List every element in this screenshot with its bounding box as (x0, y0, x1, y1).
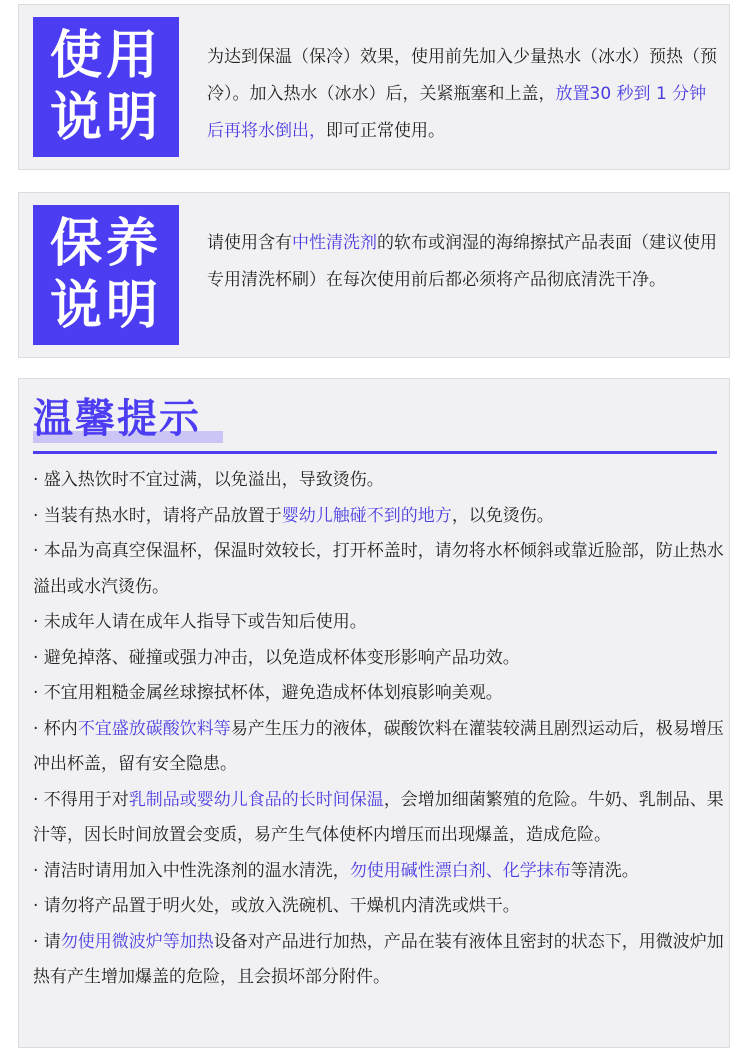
text-segment: 为达到保温（保冷）效果，使用前先加入少量热水（冰水）预热（预冷）。加入热水（冰水）后，关紧瓶塞和上盖， (207, 47, 717, 104)
text-segment: 易产生压力的液体，碳酸饮料在灌装较满且剧烈运动后，极易增压冲出杯盖，留有安全隐患。 (33, 718, 724, 774)
tips-panel (18, 378, 730, 1048)
list-item (33, 712, 729, 783)
text-segment: · 杯内 (33, 718, 78, 739)
tips-title: 温馨提示 (33, 396, 201, 442)
text-segment: · 未成年人请在成年人指导下或告知后使用。 (33, 612, 367, 632)
highlight-text: 婴幼儿触碰不到的地方 (281, 505, 452, 526)
divider (33, 451, 717, 454)
text-segment: 即可正常使用。 (326, 121, 445, 141)
text-segment: 请使用含有 (207, 233, 292, 253)
text-segment: ，会增加细菌繁殖的危险。牛奶、乳制品、果汁等，因长时间放置会变质，易产生气体使杯内增压而出现爆盖，造成危险。 (33, 789, 724, 845)
list-item (33, 889, 729, 925)
badge-line: 说明 (49, 276, 162, 336)
list-item (33, 605, 729, 641)
list-item (33, 641, 729, 677)
care-badge (33, 205, 179, 345)
text-segment: 等清洗。 (570, 860, 639, 881)
text-segment: · 清洁时请用加入中性洗涤剂的温水清洗， (33, 860, 350, 881)
care-panel (18, 192, 730, 358)
text-segment: · 本品为高真空保温杯，保温时效较长，打开杯盖时，请勿将水杯倾斜或靠近脸部，防止热水溢出或水汽烫伤。 (33, 541, 724, 597)
usage-badge (33, 17, 179, 157)
highlight-text: 不宜盛放碳酸饮料等 (77, 718, 231, 739)
highlight-text: 乳制品或婴幼儿食品的长时间保温 (128, 789, 384, 810)
badge-line: 保养 (49, 214, 162, 274)
highlight-text: 勿使用碱性漂白剂、化学抹布 (349, 860, 571, 881)
list-item (33, 499, 729, 535)
text-segment: · 请 (33, 931, 61, 952)
care-text (207, 225, 719, 299)
text-segment: · 不得用于对 (33, 789, 129, 810)
text-segment: 的软布或润湿的海绵擦拭产品表面（建议使用专用清洗杯刷）在每次使用前后都必须将产品彻底清洗干净。 (207, 233, 717, 290)
list-item (33, 925, 729, 996)
highlight-text: 中性清洗剂 (292, 233, 377, 253)
badge-line: 使用 (49, 26, 162, 86)
text-segment: 设备对产品进行加热，产品在装有液体且密封的状态下，用微波炉加热有产生增加爆盖的危险，且会损坏部分附件。 (33, 931, 724, 987)
list-item (33, 783, 729, 854)
list-item (33, 534, 729, 605)
usage-panel (18, 4, 730, 170)
list-item (33, 463, 729, 499)
list-item (33, 854, 729, 890)
text-segment: · 不宜用粗糙金属丝球擦拭杯体，避免造成杯体划痕影响美观。 (33, 683, 503, 703)
tips-list (33, 463, 729, 996)
usage-text (207, 39, 719, 150)
text-segment: · 请勿将产品置于明火处，或放入洗碗机、干燥机内清洗或烘干。 (33, 896, 520, 916)
text-segment: · 当装有热水时，请将产品放置于 (33, 505, 282, 526)
highlight-text: 放置30 秒到 1 分钟后再将水倒出， (207, 84, 707, 141)
list-item (33, 676, 729, 712)
badge-line: 说明 (49, 88, 162, 148)
highlight-text: 勿使用微波炉等加热 (60, 931, 214, 952)
text-segment: · 避免掉落、碰撞或强力冲击，以免造成杯体变形影响产品功效。 (33, 647, 520, 668)
text-segment: · 盛入热饮时不宜过满，以免溢出，导致烫伤。 (33, 470, 384, 490)
text-segment: ，以免烫伤。 (451, 505, 554, 526)
